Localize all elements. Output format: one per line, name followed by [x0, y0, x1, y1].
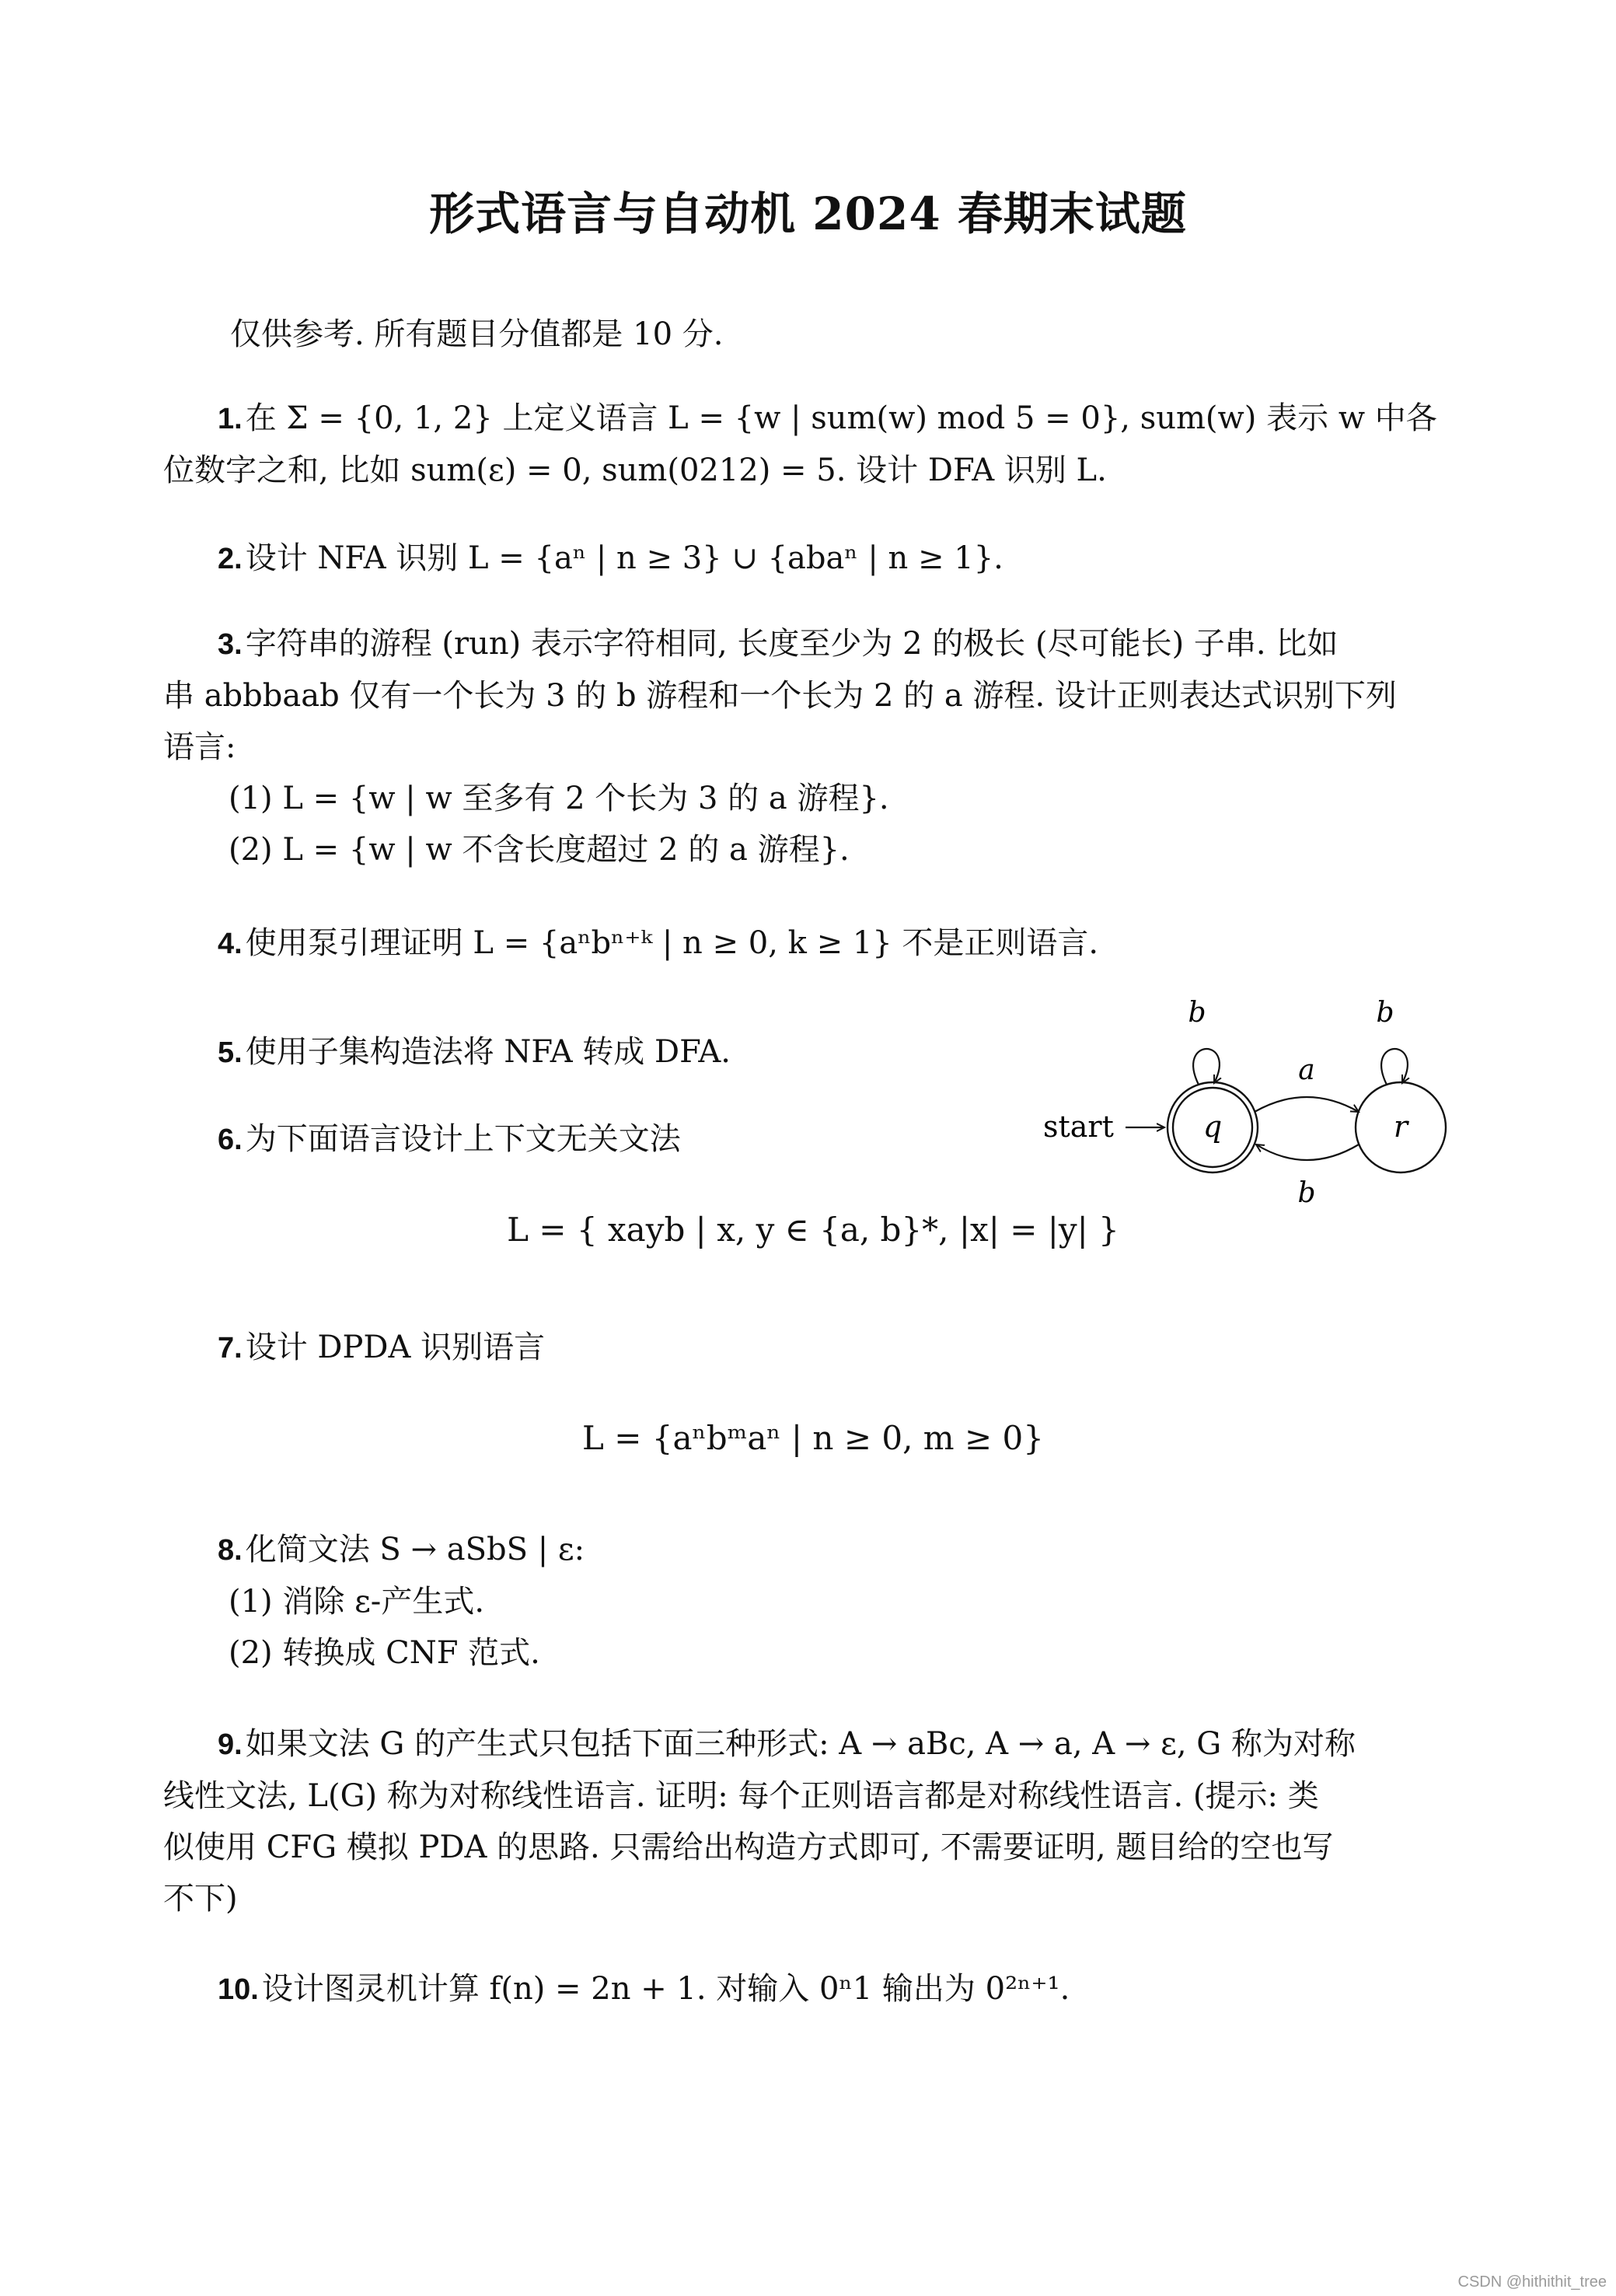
question-3 [163, 618, 1463, 875]
question-number: 7. [218, 1332, 243, 1365]
state-q [1167, 1082, 1258, 1172]
question-3-sub-2: (2) L = {w | w 不含长度超过 2 的 a 游程}. [229, 832, 850, 868]
question-2-text: 设计 NFA 识别 L = {aⁿ | n ≥ 3} ∪ {abaⁿ | n ≥ 1}. [245, 540, 1003, 576]
question-3-line-1: 字符串的游程 (run) 表示字符相同, 长度至少为 2 的极长 (尽可能长) 子串. 比如 [245, 626, 1339, 662]
loop-q [1193, 1049, 1220, 1085]
question-number: 6. [218, 1124, 243, 1156]
question-number: 4. [218, 928, 243, 960]
question-1-line-2: 位数字之和, 比如 sum(ε) = 0, sum(0212) = 5. 设计 DFA 识别 L. [163, 453, 1107, 488]
question-5-text: 使用子集构造法将 NFA 转成 DFA. [245, 1034, 731, 1070]
question-8-sub-1: (1) 消除 ε-产生式. [229, 1584, 485, 1620]
question-4 [163, 917, 1463, 970]
question-9-line-2: 线性文法, L(G) 称为对称线性语言. 证明: 每个正则语言都是对称线性语言. (提示: 类 [163, 1778, 1319, 1814]
question-9-line-4: 不下) [163, 1881, 238, 1917]
question-1 [163, 393, 1463, 496]
question-number: 8. [218, 1534, 243, 1567]
loop-q-label: b [1188, 997, 1206, 1029]
question-number: 9. [218, 1728, 243, 1761]
state-q-label: q [1202, 1110, 1223, 1144]
question-9-line-1: 如果文法 G 的产生式只包括下面三种形式: A → aBc, A → a, A → ε, G 称为对称 [245, 1726, 1356, 1762]
page-title: 形式语言与自动机 2024 春期末试题 [429, 187, 1187, 240]
question-3-line-2: 串 abbbaab 仅有一个长为 3 的 b 游程和一个长为 2 的 a 游程. 设计正则表达式识别下列 [163, 678, 1397, 714]
question-6-text: 为下面语言设计上下文无关文法 [245, 1121, 681, 1157]
start-label: start [1043, 1110, 1114, 1144]
question-3-sub-1: (1) L = {w | w 至多有 2 个长为 3 的 a 游程}. [229, 781, 889, 816]
question-8-sub-2: (2) 转换成 CNF 范式. [229, 1635, 540, 1671]
question-9-line-3: 似使用 CFG 模拟 PDA 的思路. 只需给出构造方式即可, 不需要证明, 题目给的空也写 [163, 1829, 1334, 1865]
question-10 [163, 1963, 1463, 2015]
edge-q-r [1255, 1097, 1359, 1112]
question-number: 10. [218, 1973, 259, 2006]
question-10-text: 设计图灵机计算 f(n) = 2n + 1. 对输入 0ⁿ1 输出为 0²ⁿ⁺¹. [261, 1971, 1070, 2007]
question-7-text: 设计 DPDA 识别语言 [245, 1330, 546, 1365]
state-r [1356, 1082, 1446, 1172]
question-9 [163, 1718, 1463, 1924]
question-3-line-3: 语言: [163, 729, 236, 765]
loop-r-label: b [1376, 997, 1394, 1029]
edge-q-r-label: a [1298, 1054, 1315, 1086]
loop-r [1381, 1049, 1408, 1085]
edge-r-q-label: b [1297, 1177, 1316, 1209]
question-1-line-1: 1. 在 Σ = {0, 1, 2} 上定义语言 L = {w | sum(w) mod 5 = 0}, sum(w) 表示 w 中各 [218, 400, 1437, 436]
question-6-formula: L = { xayb | x, y ∈ {a, b}*, |x| = |y| } [507, 1211, 1119, 1249]
watermark: CSDN @hithithit_tree [1457, 2273, 1607, 2291]
question-8 [163, 1524, 1463, 1679]
question-number: 2. [218, 543, 243, 575]
question-number: 1. [218, 403, 243, 435]
question-7 [163, 1322, 1463, 1464]
question-number: 5. [218, 1036, 243, 1069]
question-8-text: 化简文法 S → aSbS | ε: [245, 1532, 585, 1567]
question-7-formula: L = {aⁿbᵐaⁿ | n ≥ 0, m ≥ 0} [582, 1419, 1044, 1457]
question-number: 3. [218, 628, 243, 661]
state-r-label: r [1393, 1110, 1408, 1144]
edge-r-q [1256, 1145, 1359, 1160]
question-4-text: 使用泵引理证明 L = {aⁿbⁿ⁺ᵏ | n ≥ 0, k ≥ 1} 不是正则语言. [245, 925, 1099, 961]
nfa-diagram [1034, 981, 1469, 1214]
question-2 [163, 533, 1463, 585]
intro-text: 仅供参考. 所有题目分值都是 10 分. [230, 316, 724, 352]
